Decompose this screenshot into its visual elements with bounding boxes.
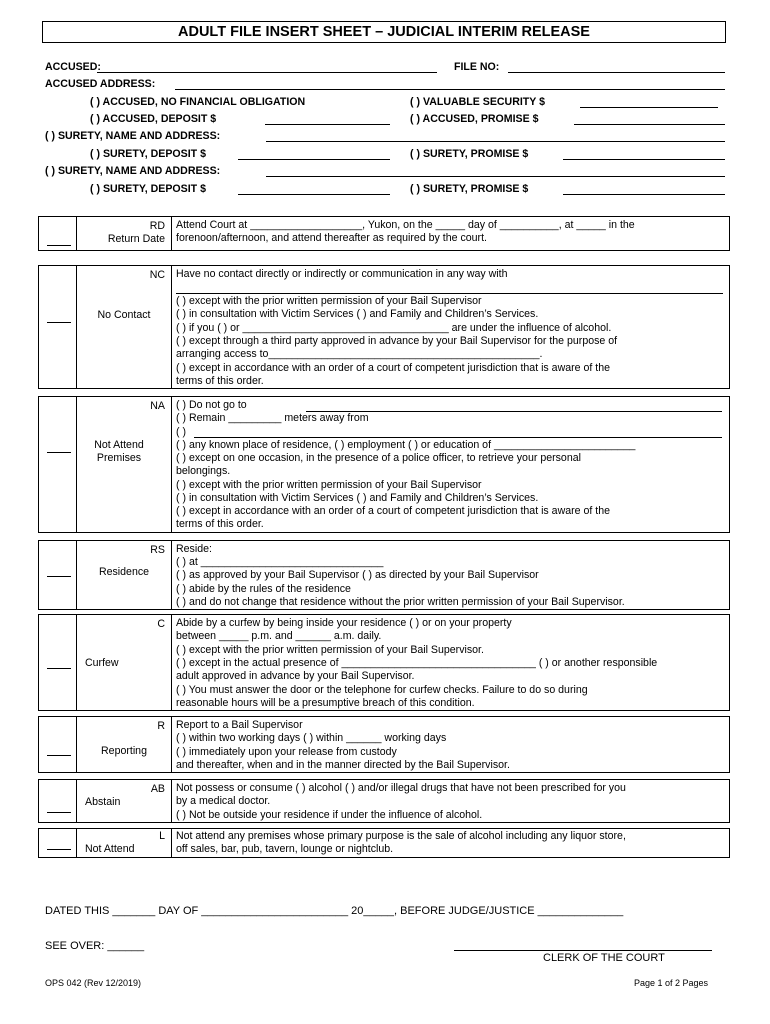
rs-line: ( ) abide by the rules of the residence: [176, 583, 351, 595]
section-no-contact: [38, 265, 730, 389]
nc-line: Have no contact directly or indirectly or communication in any way with: [176, 268, 508, 280]
r-label: Reporting: [101, 745, 147, 757]
nc-line: ( ) in consultation with Victim Services ( ) and Family and Children’s Services.: [176, 308, 539, 320]
rs-line: ( ) and do not change that residence without the prior written permission of your Bail Supervisor.: [176, 596, 625, 608]
na-label: Not Attend Premises: [94, 439, 144, 464]
surety-1-label[interactable]: ( ) SURETY, NAME AND ADDRESS:: [45, 130, 221, 142]
section-abstain: [38, 779, 730, 823]
rd-label: Return Date: [107, 233, 165, 245]
nc-name-field[interactable]: [176, 293, 723, 294]
na-line: ( ) except with the prior written permission of your Bail Supervisor: [176, 479, 482, 491]
rd-check-blank[interactable]: [47, 245, 71, 246]
surety-2-promise-field[interactable]: [563, 194, 725, 195]
c-line: Abide by a curfew by being inside your residence ( ) or on your property: [176, 617, 512, 629]
l-label: Not Attend: [85, 843, 135, 855]
nc-line: ( ) except in accordance with an order of a court of competent jurisdiction that is aware of the: [176, 362, 610, 374]
rd-code: RD: [149, 220, 165, 232]
na-line: ( ) except on one occasion, in the presence of a police officer, to retrieve your personal: [176, 452, 581, 464]
nc-line: terms of this order.: [176, 375, 264, 387]
rd-line: Attend Court at ___________________, Yukon, on the _____ day of __________, at _____ in the: [176, 219, 635, 231]
surety-1-field[interactable]: [266, 141, 725, 142]
option-valuable-security[interactable]: ( ) VALUABLE SECURITY $: [410, 96, 545, 108]
l-check-blank[interactable]: [47, 849, 71, 850]
option-surety-1-promise[interactable]: ( ) SURETY, PROMISE $: [410, 148, 529, 160]
na-code: NA: [150, 400, 165, 412]
r-check-blank[interactable]: [47, 755, 71, 756]
na-line: belongings.: [176, 465, 231, 477]
c-line: adult approved in advance by your Bail Supervisor.: [176, 670, 415, 682]
page-title: ADULT FILE INSERT SHEET – JUDICIAL INTERIM RELEASE: [42, 21, 726, 43]
l-code: L: [159, 830, 165, 842]
nc-line: ( ) except with the prior written permission of your Bail Supervisor: [176, 295, 482, 307]
r-line: and thereafter, when and in the manner directed by the Bail Supervisor.: [176, 759, 510, 771]
surety-2-label[interactable]: ( ) SURETY, NAME AND ADDRESS:: [45, 165, 221, 177]
c-line: ( ) You must answer the door or the telephone for curfew checks. Failure to do so during: [176, 684, 588, 696]
nc-line: arranging access to______________________________________________.: [176, 348, 543, 360]
section-reporting: [38, 716, 730, 773]
na-line: ( ) except in accordance with an order of a court of competent jurisdiction that is aware of the: [176, 505, 610, 517]
rd-line: forenoon/afternoon, and attend thereafter as required by the court.: [176, 232, 487, 244]
dated-line: DATED THIS _______ DAY OF ________________________ 20_____, BEFORE JUDGE/JUSTICE ______________: [45, 905, 624, 917]
option-accused-deposit[interactable]: ( ) ACCUSED, DEPOSIT $: [90, 113, 217, 125]
na-other-field[interactable]: [194, 437, 722, 438]
na-line: ( ) in consultation with Victim Services ( ) and Family and Children’s Services.: [176, 492, 539, 504]
rs-check-blank[interactable]: [47, 576, 71, 577]
c-line: reasonable hours will be a presumptive breach of this condition.: [176, 697, 475, 709]
accused-deposit-field[interactable]: [265, 124, 390, 125]
nc-label: No Contact: [97, 309, 151, 321]
nc-check-blank[interactable]: [47, 322, 71, 323]
surety-2-deposit-field[interactable]: [238, 194, 390, 195]
l-line: Not attend any premises whose primary purpose is the sale of alcohol including any liquor store,: [176, 830, 626, 842]
section-curfew: [38, 614, 730, 711]
ab-check-blank[interactable]: [47, 812, 71, 813]
option-accused-promise[interactable]: ( ) ACCUSED, PROMISE $: [410, 113, 539, 125]
section-residence: [38, 540, 730, 610]
r-line: ( ) immediately upon your release from custody: [176, 746, 397, 758]
c-code: C: [157, 618, 165, 630]
na-line: ( ) Do not go to: [176, 399, 247, 411]
file-no-label: FILE NO:: [454, 61, 500, 73]
rs-code: RS: [150, 544, 165, 556]
section-not-attend: [38, 828, 730, 858]
option-surety-2-deposit[interactable]: ( ) SURETY, DEPOSIT $: [90, 183, 206, 195]
ab-line: ( ) Not be outside your residence if under the influence of alcohol.: [176, 809, 483, 821]
option-surety-1-deposit[interactable]: ( ) SURETY, DEPOSIT $: [90, 148, 206, 160]
ab-code: AB: [150, 783, 165, 795]
file-no-field[interactable]: [508, 72, 725, 73]
na-line: ( ): [176, 426, 186, 438]
na-check-blank[interactable]: [47, 452, 71, 453]
surety-2-field[interactable]: [266, 176, 725, 177]
surety-1-deposit-field[interactable]: [238, 159, 390, 160]
accused-promise-field[interactable]: [574, 124, 725, 125]
accused-address-field[interactable]: [175, 89, 725, 90]
rs-line: ( ) at _______________________________: [176, 556, 384, 568]
r-line: Report to a Bail Supervisor: [176, 719, 303, 731]
nc-line: ( ) if you ( ) or ___________________________________ are under the influence of alcohol.: [176, 322, 612, 334]
c-line: ( ) except in the actual presence of _________________________________ ( ) or another responsible: [176, 657, 658, 669]
form-number: OPS 042 (Rev 12/2019): [45, 978, 142, 988]
accused-field[interactable]: [97, 72, 437, 73]
clerk-label: CLERK OF THE COURT: [543, 952, 665, 964]
r-code: R: [157, 720, 165, 732]
l-line: off sales, bar, pub, tavern, lounge or nightclub.: [176, 843, 394, 855]
clerk-signature-line[interactable]: [454, 950, 712, 951]
accused-label: ACCUSED:: [45, 61, 101, 73]
ab-line: by a medical doctor.: [176, 795, 271, 807]
valuable-security-field[interactable]: [580, 107, 718, 108]
rs-label: Residence: [98, 566, 150, 578]
nc-line: ( ) except through a third party approved in advance by your Bail Supervisor for the purpose of: [176, 335, 618, 347]
ab-line: Not possess or consume ( ) alcohol ( ) and/or illegal drugs that have not been prescribed for you: [176, 782, 626, 794]
c-check-blank[interactable]: [47, 668, 71, 669]
option-no-financial[interactable]: ( ) ACCUSED, NO FINANCIAL OBLIGATION: [90, 96, 306, 108]
section-not-attend-premises: [38, 396, 730, 533]
surety-1-promise-field[interactable]: [563, 159, 725, 160]
c-line: ( ) except with the prior written permission of your Bail Supervisor.: [176, 644, 484, 656]
ab-label: Abstain: [85, 796, 121, 808]
see-over: SEE OVER: ______: [45, 940, 145, 952]
c-line: between _____ p.m. and ______ a.m. daily.: [176, 630, 382, 642]
na-line: ( ) Remain _________ meters away from: [176, 412, 369, 424]
page-number: Page 1 of 2 Pages: [634, 978, 709, 988]
accused-address-label: ACCUSED ADDRESS:: [45, 78, 156, 90]
c-label: Curfew: [85, 657, 119, 669]
rs-line: Reside:: [176, 543, 212, 555]
na-line: terms of this order.: [176, 518, 264, 530]
na-line: ( ) any known place of residence, ( ) employment ( ) or education of ________________________: [176, 439, 636, 451]
rs-line: ( ) as approved by your Bail Supervisor ( ) as directed by your Bail Supervisor: [176, 569, 539, 581]
r-line: ( ) within two working days ( ) within ______ working days: [176, 732, 447, 744]
option-surety-2-promise[interactable]: ( ) SURETY, PROMISE $: [410, 183, 529, 195]
section-return-date: [38, 216, 730, 251]
nc-code: NC: [149, 269, 165, 281]
